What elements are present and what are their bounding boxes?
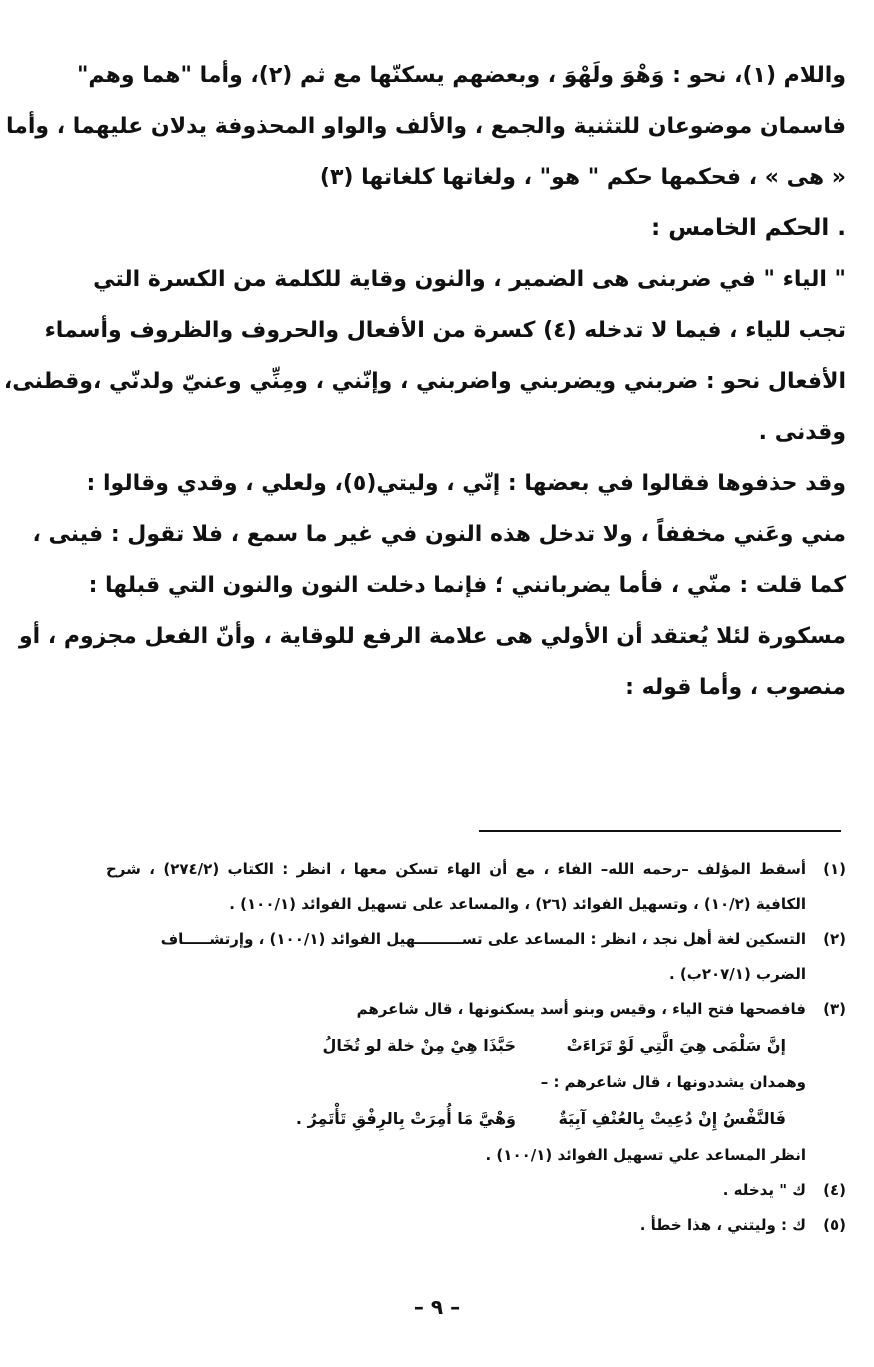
verse-line	[106, 1027, 846, 1065]
footnote-3	[106, 992, 846, 1027]
body-line: فاسمان موضوعان للتثنية والجمع ، والألف والواو المحذوفة يدلان عليهما ، وأما	[5, 114, 846, 139]
footnote-1	[106, 852, 846, 887]
body-line: وقدنى .	[758, 420, 846, 445]
body-line: " الياء " في ضربنى هى الضمير ، والنون وقاية للكلمة من الكسرة التي	[93, 267, 846, 292]
body-line: وقد حذفوها فقالوا في بعضها : إنّي ، وليتي(٥)، ولعلي ، وقدي وقالوا :	[86, 471, 846, 496]
footnote-4	[106, 1173, 846, 1208]
footnote-text: وهمدان يشددونها ، قال شاعرهم : –	[540, 1073, 806, 1091]
body-line: تجب للياء ، فيما لا تدخله (٤) كسرة من الأفعال والحروف والظروف وأسماء	[44, 318, 846, 343]
footnote-number: (٥)	[823, 1216, 846, 1234]
footnote-text: التسكين لغة أهل نجد ، انظر : المساعد على تســـــــــهيل الفوائد (١٠٠/١) ، وإرتشـــــاف	[160, 930, 806, 948]
footnote-separator	[479, 830, 841, 832]
footnote-text: انظر المساعد علي تسهيل الفوائد (١٠٠/١) .	[485, 1146, 806, 1164]
footnote-text: ك " يدخله .	[722, 1181, 806, 1199]
footnote-text: فافصحها فتح الياء ، وقيس وبنو أسد يسكنونها ، قال شاعرهم	[356, 1000, 806, 1018]
verse-hemistich: حَبَّذَا هِيْ مِنْ خلة لو تُخَالُ	[322, 1036, 516, 1055]
body-line: الأفعال نحو : ضربني ويضربني واضربني ، وإنّني ، ومِنِّي وعنيّ ولدنّي ،وقطنى،	[3, 369, 846, 394]
footnote-number: (٢)	[823, 930, 846, 948]
verse-hemistich: وَهْيَّ مَا أُمِرَتْ بِالرِفْقِ تَأْتَمِرُ .	[295, 1109, 516, 1128]
body-line: واللام (١)، نحو : وَهْوَ ولَهْوَ ، وبعضهم يسكنّها مع ثم (٢)، وأما "هما وهم"	[76, 63, 846, 88]
verse-line	[106, 1100, 846, 1138]
footnote-text: ك : وليتني ، هذا خطأ .	[639, 1216, 806, 1234]
body-line: منصوب ، وأما قوله :	[625, 675, 846, 700]
verse-hemistich: إنَّ سَلْمَى هِيَ الَّتِي لَوْ تَرَاءَتْ	[566, 1036, 786, 1055]
footnote-number: (٤)	[823, 1181, 846, 1199]
footnote-5	[106, 1208, 846, 1243]
footnote-number: (١)	[823, 860, 847, 878]
footnote-number: (٣)	[823, 1000, 846, 1018]
footnote-2	[106, 922, 846, 957]
page-number: – ٩ –	[413, 1295, 461, 1319]
footnote-text: أسقط المؤلف –رحمه الله– الفاء ، مع أن الهاء تسكن معها ، انظر : الكتاب (٢٧٤/٢) ، شرح	[106, 860, 807, 878]
footnotes	[106, 852, 846, 1243]
body-line: مني وعَني مخففاً ، ولا تدخل هذه النون في غير ما سمع ، فلا تقول : فينى ،	[32, 522, 846, 547]
body-line: « هى » ، فحكمها حكم " هو" ، ولغاتها كلغاتها (٣)	[319, 165, 846, 190]
body-line: كما قلت : منّي ، فأما يضربانني ؛ فإنما دخلت النون والنون التي قبلها :	[88, 573, 846, 598]
footnote-text: الكافية (١٠/٢) ، وتسهيل الفوائد (٢٦) ، والمساعد على تسهيل الفوائد (١٠٠/١) .	[229, 895, 806, 913]
footnote-text: الضرب (٢٠٧/١ب) .	[668, 965, 806, 983]
main-text	[3, 50, 846, 713]
verse-hemistich: فَالنَّفْسُ إِنْ دُعِيتْ بِالعُنْفِ آبِيَةٌ	[558, 1109, 786, 1128]
body-line: مسكورة لئلا يُعتقد أن الأولي هى علامة الرفع للوقاية ، وأنّ الفعل مجزوم ، أو	[18, 624, 846, 649]
section-heading: . الحكم الخامس :	[651, 215, 846, 241]
